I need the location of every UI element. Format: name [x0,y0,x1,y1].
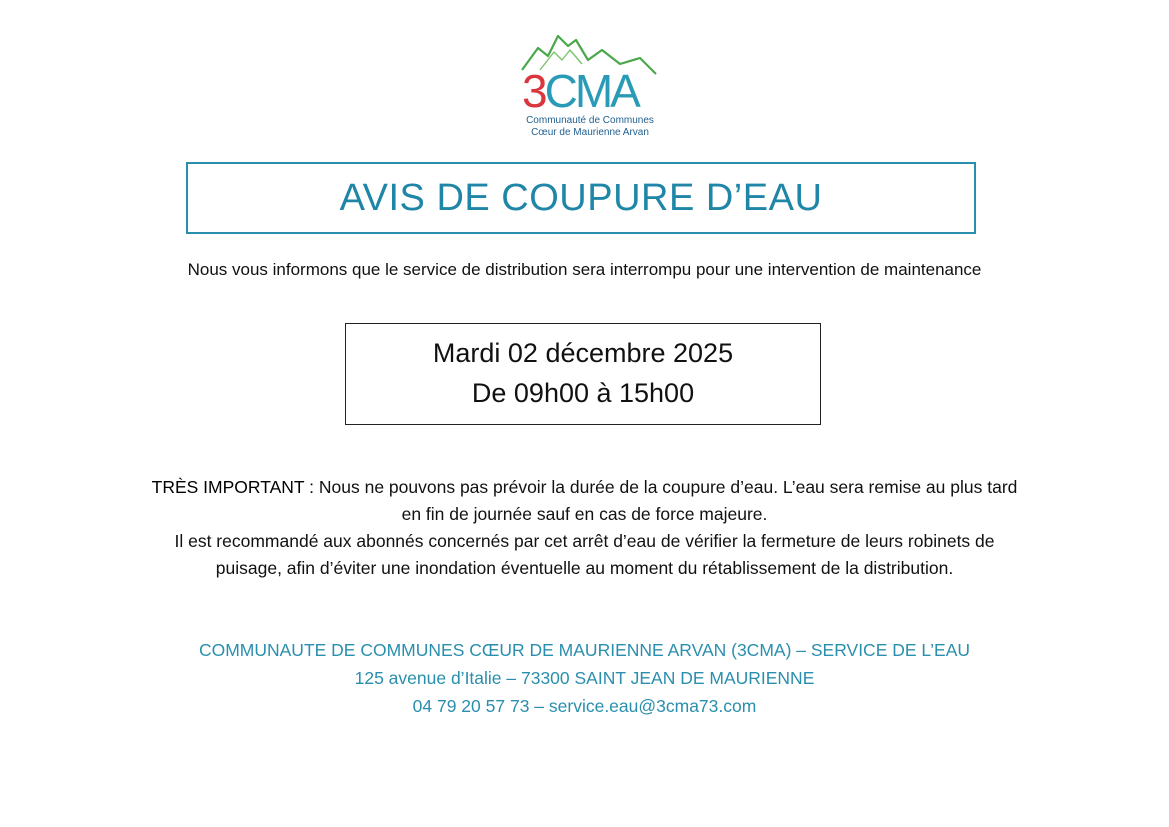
footer-organization: COMMUNAUTE DE COMMUNES CŒUR DE MAURIENNE ARVAN (3CMA) – SERVICE DE L’EAU [198,640,971,660]
notice-label: TRÈS IMPORTANT : [151,477,315,497]
logo-wordmark [522,65,662,117]
schedule-hours: De 09h00 à 15h00 [471,378,695,408]
page-title: AVIS DE COUPURE D’EAU [339,176,823,219]
notice-line-4: puisage, afin d’éviter une inondation éventuelle au moment du rétablissement de la distribution. [215,558,954,578]
title-box [186,162,976,234]
footer-contact: 04 79 20 57 73 – service.eau@3cma73.com [412,696,757,716]
logo-subtitle-line2: Cœur de Maurienne Arvan [531,127,649,138]
intro-text: Nous vous informons que le service de distribution sera interrompu pour une intervention de maintenance [187,260,982,279]
contact-footer [0,636,1169,720]
notice-line-1-text: Nous ne pouvons pas prévoir la durée de la coupure d’eau. L’eau sera remise au plus tard [314,477,1018,497]
logo-mark-3: 3 [522,65,545,117]
schedule-date: Mardi 02 décembre 2025 [432,338,734,368]
schedule-box [345,323,821,425]
important-notice [80,474,1089,582]
logo-subtitle-line1: Communauté de Communes [526,115,654,126]
logo-mark-cma: CMA [544,65,638,117]
notice-line-3: Il est recommandé aux abonnés concernés par cet arrêt d’eau de vérifier la fermeture de leurs robinets de [174,531,995,551]
notice-line-1 [80,474,1089,501]
footer-address: 125 avenue d’Italie – 73300 SAINT JEAN DE MAURIENNE [354,668,815,688]
logo-3cma [510,30,670,142]
notice-line-2: en fin de journée sauf en cas de force majeure. [401,504,768,524]
